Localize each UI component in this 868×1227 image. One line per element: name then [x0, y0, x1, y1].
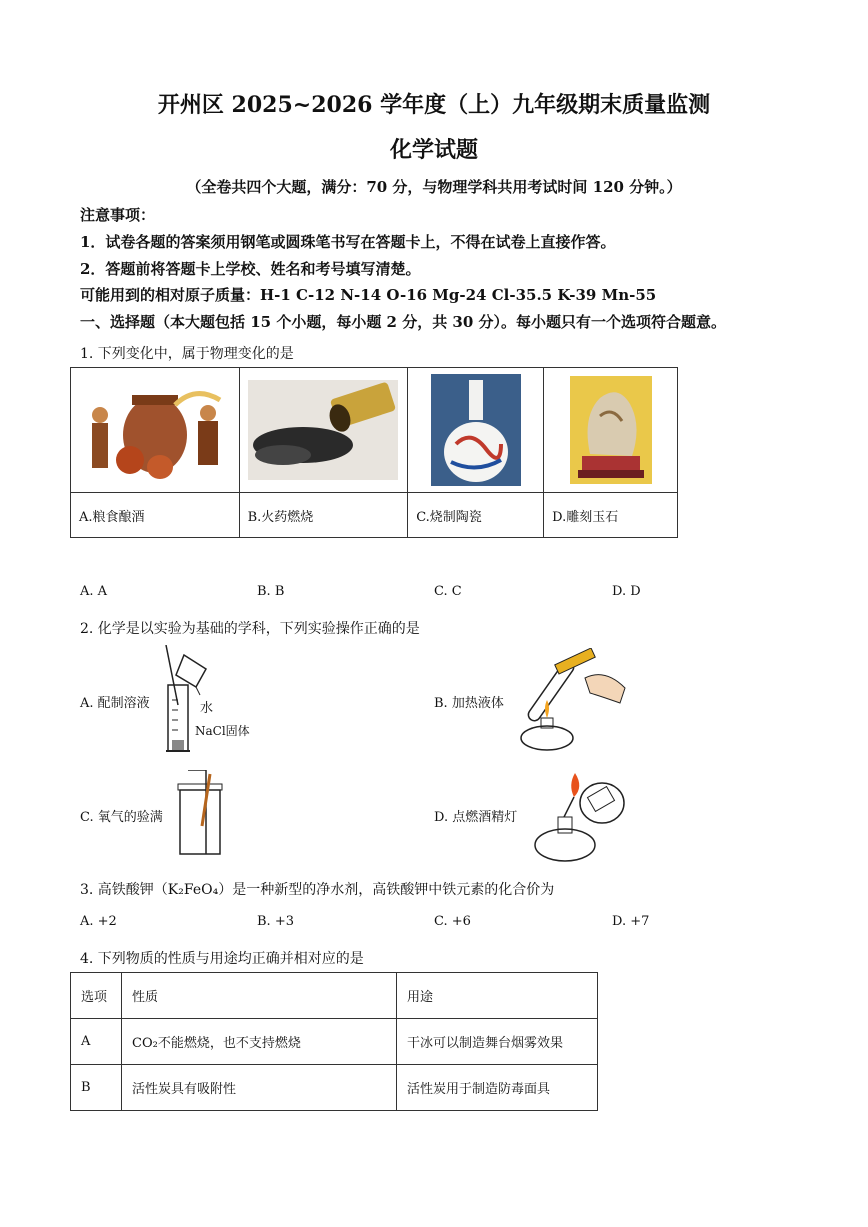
q2-stem: 2. 化学是以实验为基础的学科，下列实验操作正确的是: [80, 621, 420, 637]
q2-label-water: 水: [200, 701, 214, 716]
section1-heading: 一、选择题（本大题包括 15 个小题，每小题 2 分，共 30 分）。每小题只有一个选项符合题意。: [80, 313, 727, 331]
q4-stem: 4. 下列物质的性质与用途均正确并相对应的是: [80, 951, 364, 967]
exam-title: 开州区 2025~2026 学年度（上）九年级期末质量监测: [157, 92, 711, 118]
q4-row-a-option: A: [71, 1019, 122, 1065]
q1-cell-b: B.火药燃烧: [239, 493, 408, 538]
q4-row-a-use: 干冰可以制造舞台烟雾效果: [397, 1019, 598, 1065]
q1-image-a: [71, 368, 240, 493]
notice-item-1: 1．试卷各题的答案须用钢笔或圆珠笔书写在答题卡上，不得在试卷上直接作答。: [80, 233, 616, 251]
q3-option-a: A. +2: [80, 914, 117, 929]
q4-header-property: 性质: [122, 973, 397, 1019]
q1-stem: 1. 下列变化中，属于物理变化的是: [80, 346, 294, 362]
q1-image-c: [408, 368, 544, 493]
q1-image-d: [544, 368, 678, 493]
q1-cell-a: A.粮食酿酒: [71, 493, 240, 538]
q4-row-b-option: B: [71, 1065, 122, 1111]
lighting-lamp-icon: [530, 765, 630, 865]
q2-label-nacl: NaCl固体: [195, 724, 250, 738]
q1-cell-c: C.烧制陶瓷: [408, 493, 544, 538]
q3-option-c: C. +6: [434, 914, 471, 929]
q4-table: [70, 972, 598, 1111]
notice-heading: 注意事项：: [80, 206, 156, 224]
q1-option-d: D. D: [612, 584, 641, 599]
gunpowder-photo-icon: [248, 380, 398, 480]
q1-table: [70, 367, 678, 538]
atomic-masses: 可能用到的相对原子质量：H-1 C-12 N-14 O-16 Mg-24 Cl-35.5 K-39 Mn-55: [80, 286, 657, 304]
q3-option-b: B. +3: [257, 914, 294, 929]
exam-note: （全卷共四个大题，满分：70 分，与物理学科共用考试时间 120 分钟。）: [186, 178, 682, 196]
q1-option-a: A. A: [80, 584, 108, 599]
q3-option-d: D. +7: [612, 914, 650, 929]
q2-option-c: C. 氧气的验满: [80, 810, 163, 825]
q4-header-use: 用途: [397, 973, 598, 1019]
q4-row-b-use: 活性炭用于制造防毒面具: [397, 1065, 598, 1111]
jade-carving-photo-icon: [570, 376, 652, 484]
q4-row-a-property: CO₂不能燃烧，也不支持燃烧: [122, 1019, 397, 1065]
q4-header-option: 选项: [71, 973, 122, 1019]
brewing-illustration-icon: [80, 375, 230, 485]
q2-option-b: B. 加热液体: [434, 696, 504, 711]
q1-option-b: B. B: [257, 584, 285, 599]
q2-option-a: A. 配制溶液: [80, 696, 150, 711]
q4-row-b-property: 活性炭具有吸附性: [122, 1065, 397, 1111]
heating-liquid-icon: [515, 648, 630, 753]
q1-image-b: [239, 368, 408, 493]
table-row: [71, 1019, 598, 1065]
q2-option-d: D. 点燃酒精灯: [434, 810, 518, 825]
exam-subtitle: 化学试题: [389, 137, 478, 163]
gas-bottle-icon: [176, 770, 226, 858]
q3-stem: 3. 高铁酸钾（K₂FeO₄）是一种新型的净水剂，高铁酸钾中铁元素的化合价为: [80, 882, 555, 898]
q1-cell-d: D.雕刻玉石: [544, 493, 678, 538]
table-row: [71, 1065, 598, 1111]
notice-item-2: 2．答题前将答题卡上学校、姓名和考号填写清楚。: [80, 260, 421, 278]
q1-option-c: C. C: [434, 584, 462, 599]
porcelain-vase-photo-icon: [431, 374, 521, 486]
